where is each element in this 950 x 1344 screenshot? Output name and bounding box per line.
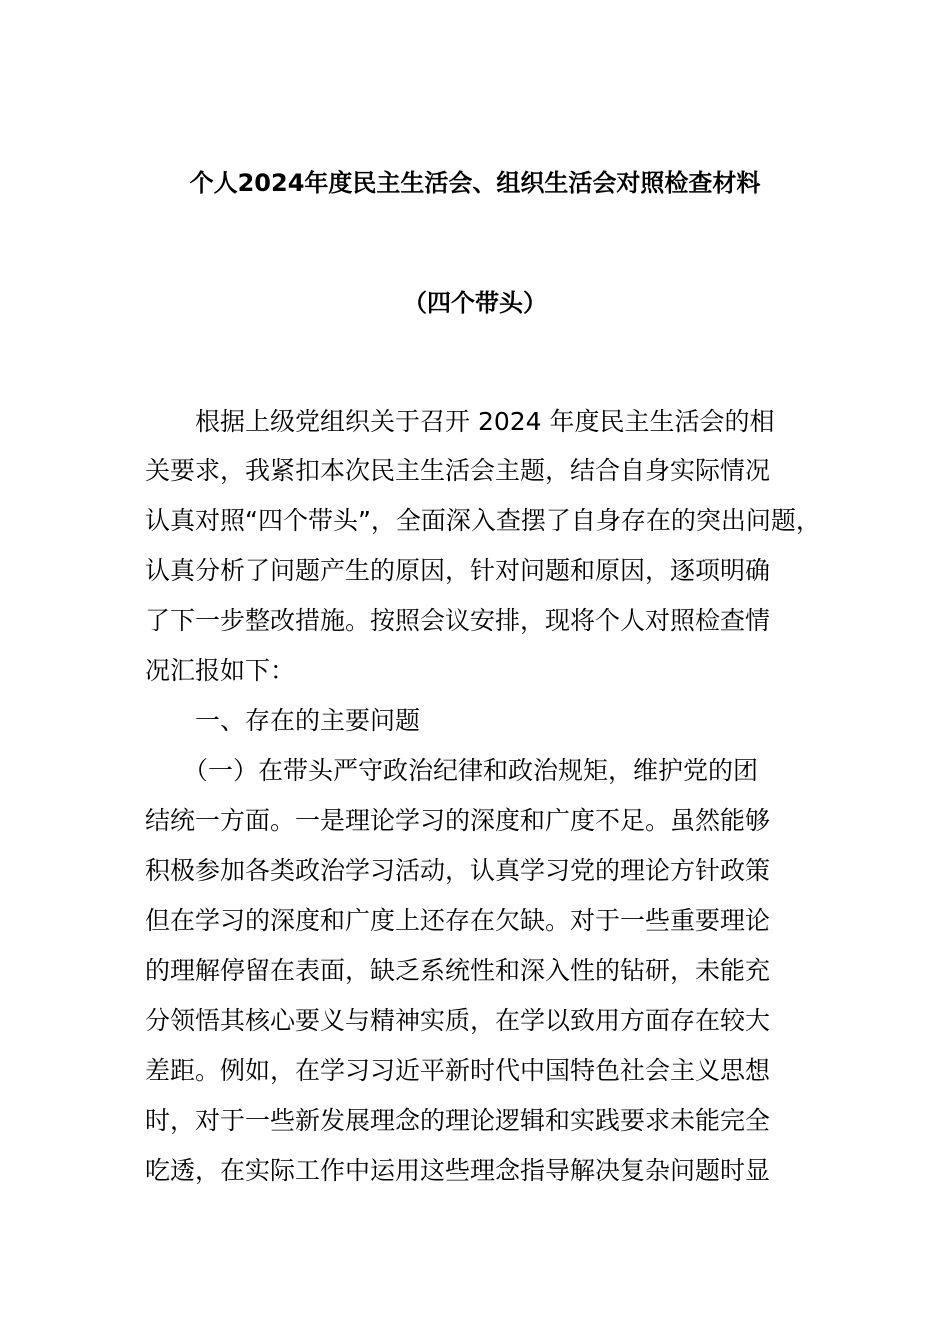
paragraph-line: 积极参加各类政治学习活动，认真学习党的理论方针政策 bbox=[145, 856, 771, 885]
paragraph-line: 结统一方面。一是理论学习的深度和广度不足。虽然能够 bbox=[145, 806, 771, 835]
paragraph-line: 但在学习的深度和广度上还存在欠缺。对于一些重要理论 bbox=[145, 906, 771, 935]
paragraph-line: 了下一步整改措施。按照会议安排，现将个人对照检查情 bbox=[145, 606, 771, 635]
paragraph-line: 差距。例如，在学习习近平新时代中国特色社会主义思想 bbox=[145, 1056, 771, 1085]
paragraph-line: 关要求，我紧扣本次民主生活会主题，结合自身实际情况 bbox=[145, 456, 771, 485]
paragraph-line: 根据上级党组织关于召开 2024 年度民主生活会的相 bbox=[195, 407, 775, 436]
paragraph-line: 的理解停留在表面，缺乏系统性和深入性的钻研，未能充 bbox=[145, 956, 771, 985]
section-heading: 一、存在的主要问题 bbox=[195, 706, 421, 735]
paragraph-line: 认真分析了问题产生的原因，针对问题和原因，逐项明确 bbox=[145, 556, 771, 585]
document-subtitle: （四个带头） bbox=[403, 289, 547, 317]
subsection-heading-line: （一）在带头严守政治纪律和政治规矩，维护党的团 bbox=[183, 756, 759, 785]
paragraph-line: 时，对于一些新发展理念的理论逻辑和实践要求未能完全 bbox=[145, 1106, 771, 1135]
paragraph-line: 吃透，在实际工作中运用这些理念指导解决复杂问题时显 bbox=[145, 1156, 771, 1185]
paragraph-line: 况汇报如下： bbox=[145, 656, 296, 685]
paragraph-line: 认真对照“四个带头”，全面深入查摆了自身存在的突出问题， bbox=[145, 506, 821, 535]
paragraph-line: 分领悟其核心要义与精神实质，在学以致用方面存在较大 bbox=[145, 1006, 771, 1035]
document-title: 个人2024年度民主生活会、组织生活会对照检查材料 bbox=[189, 169, 761, 197]
